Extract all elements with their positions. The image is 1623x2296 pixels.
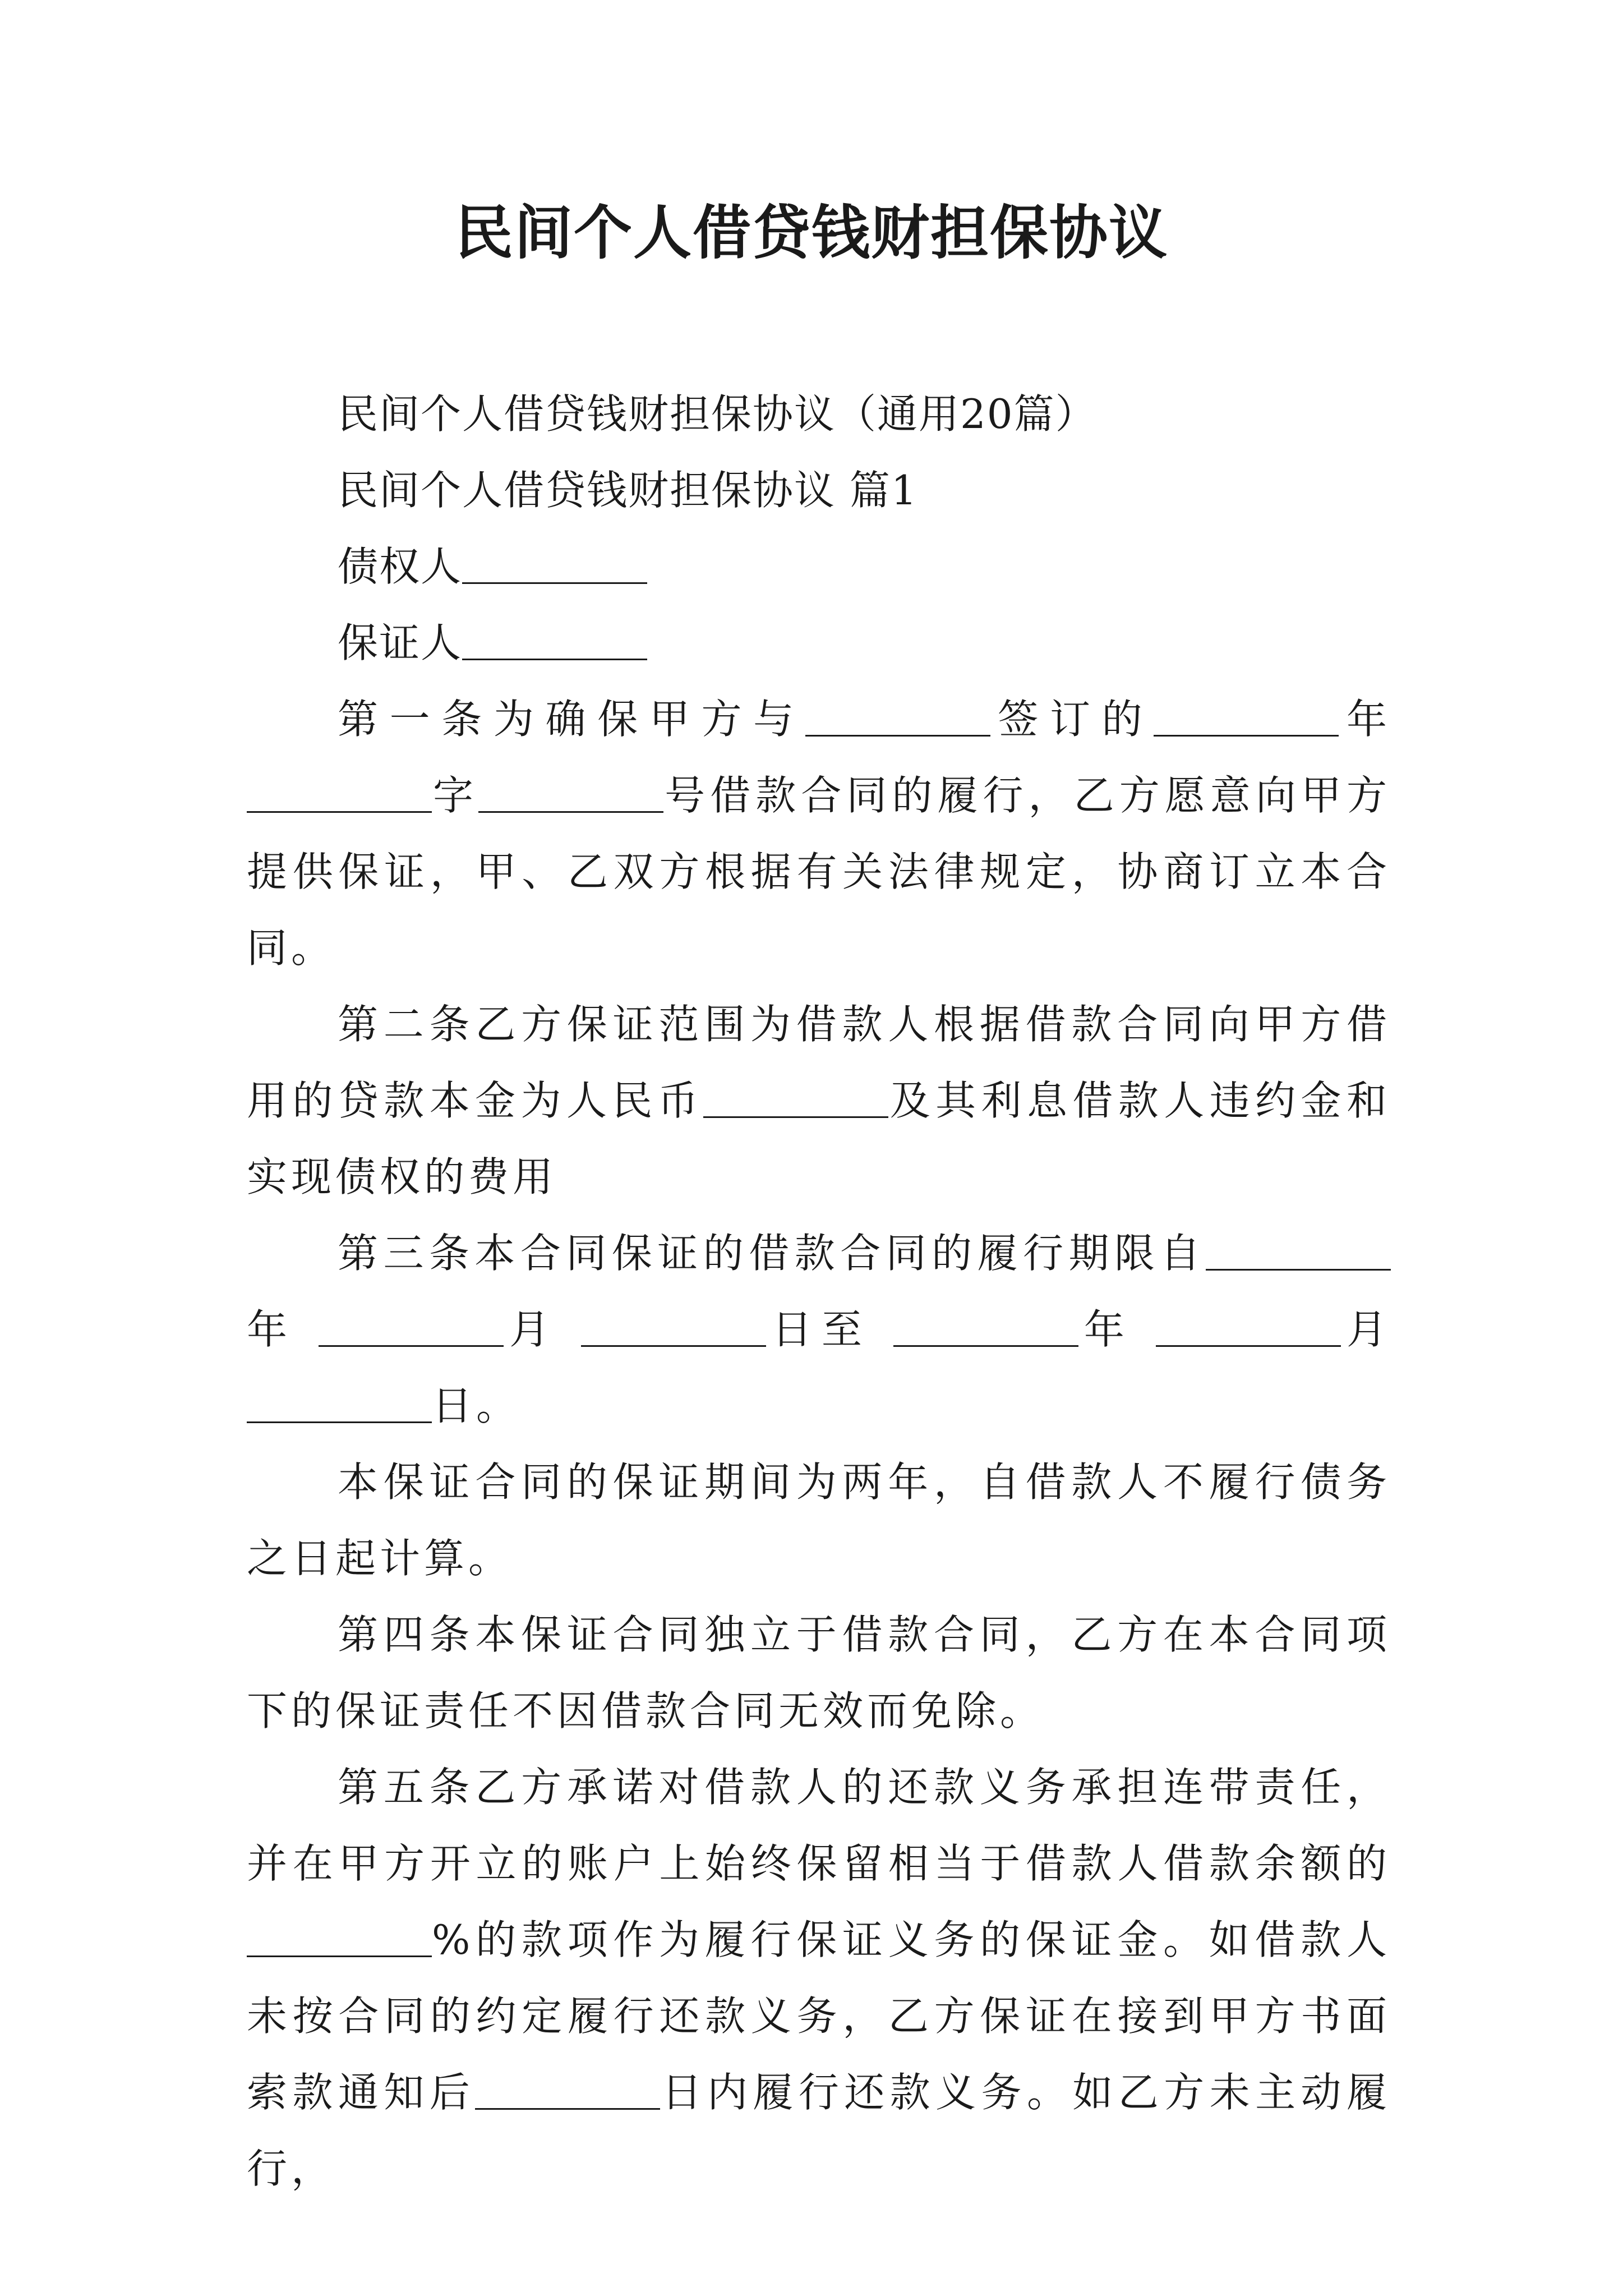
creditor-line — [247, 528, 1391, 605]
article-4 — [247, 1596, 1391, 1749]
article-1-year-blank[interactable] — [1154, 696, 1339, 737]
article-3-start-year-blank[interactable] — [1206, 1230, 1391, 1271]
article-4-text: 第四条本保证合同独立于借款合同，乙方在本合同项下的保证责任不因借款合同无效而免除。 — [247, 1611, 1391, 1734]
article-1-party-blank[interactable] — [805, 696, 990, 737]
article-3-day-end: 日。 — [432, 1382, 521, 1429]
article-3-text-a: 第三条本合同保证的借款合同的履行期限自 — [338, 1230, 1206, 1277]
article-3-start-month-blank[interactable] — [319, 1306, 504, 1347]
article-3-month-2: 月 — [1341, 1306, 1391, 1353]
article-1-text-c: 年 — [1339, 696, 1391, 743]
article-3-year-1: 年 — [247, 1306, 297, 1353]
article-1-text-d: 字 — [432, 772, 479, 819]
article-3-year-2: 年 — [1078, 1306, 1134, 1353]
article-3-month-1: 月 — [504, 1306, 559, 1353]
article-1-prefix-blank[interactable] — [247, 772, 432, 813]
article-3-end-day-blank[interactable] — [247, 1382, 432, 1423]
subtitle — [247, 376, 1391, 452]
guarantee-period-text: 本保证合同的保证期间为两年，自借款人不履行债务之日起计算。 — [247, 1458, 1391, 1582]
article-5-text-b: %的款项作为履行保证义务的保证金。如借款人未按合同的约定履行还款义务，乙方保证在接到甲方书面索款通知后 — [247, 1916, 1391, 2116]
article-3-end-year-blank[interactable] — [893, 1306, 1078, 1347]
article-5-text-a: 第五条乙方承诺对借款人的还款义务承担连带责任，并在甲方开立的账户上始终保留相当于借款人借款余额的 — [247, 1764, 1391, 1887]
section-heading-text: 民间个人借贷钱财担保协议 篇1 — [338, 467, 918, 514]
article-2 — [247, 986, 1391, 1215]
article-3 — [247, 1215, 1391, 1444]
guarantor-label: 保证人 — [338, 619, 463, 666]
document-body — [247, 376, 1391, 2207]
article-1 — [247, 681, 1391, 986]
guarantee-period — [247, 1444, 1391, 1596]
article-5-days-blank[interactable] — [475, 2069, 660, 2110]
article-3-start-day-blank[interactable] — [581, 1306, 766, 1347]
article-5 — [247, 1749, 1391, 2207]
article-2-text-a: 第二条乙方保证范围为借款人根据借款合同向甲方借用的贷款本金为人民币 — [247, 1001, 1391, 1124]
subtitle-text: 民间个人借贷钱财担保协议（通用20篇） — [338, 390, 1097, 438]
article-5-percent-blank[interactable] — [247, 1916, 432, 1957]
article-1-text-a: 第一条为确保甲方与 — [338, 696, 805, 743]
article-1-text-e: 号借款合同的履行，乙方愿意向甲方提供保证，甲、乙双方根据有关法律规定，协商订立本合同。 — [247, 772, 1391, 972]
section-heading — [247, 452, 1391, 528]
article-1-text-b: 签订的 — [990, 696, 1154, 743]
document-title: 民间个人借贷钱财担保协议 — [454, 198, 1168, 267]
article-2-amount-blank[interactable] — [703, 1077, 888, 1118]
article-1-number-blank[interactable] — [478, 772, 663, 813]
creditor-label: 债权人 — [338, 543, 463, 590]
article-2-text-b: 及其利息借款人违约金和实现债权的费用 — [247, 1077, 1391, 1200]
article-3-end-month-blank[interactable] — [1156, 1306, 1341, 1347]
guarantor-line — [247, 605, 1391, 681]
creditor-blank[interactable] — [462, 543, 647, 584]
guarantor-blank[interactable] — [462, 619, 647, 660]
article-3-day-to: 日至 — [766, 1306, 872, 1353]
article-5-text-c: 日内履行还款义务。如乙方未主动履行， — [247, 2069, 1391, 2192]
